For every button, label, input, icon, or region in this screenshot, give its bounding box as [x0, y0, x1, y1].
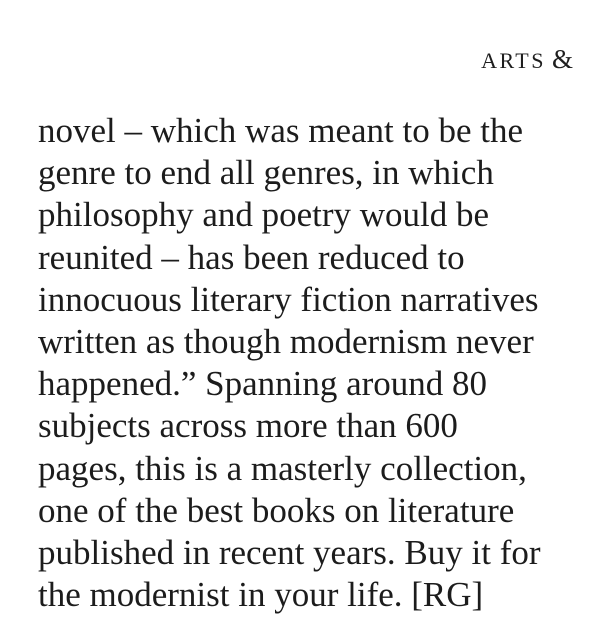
article-line: genre to end all genres, in which — [38, 153, 494, 193]
article-line: novel – which was meant to be the — [38, 111, 524, 150]
article-line: one of the best books on literature — [38, 490, 515, 530]
article-body — [38, 110, 583, 616]
article-line: happened.” Spanning around 80 — [38, 364, 488, 404]
article-line: the modernist in your life. [RG] — [38, 575, 484, 615]
section-label: ARTS — [481, 48, 546, 73]
article-line: subjects across more than 600 — [38, 406, 458, 446]
article-line: pages, this is a masterly collection, — [38, 448, 527, 488]
article-line: innocuous literary fiction narratives — [38, 279, 539, 319]
article-line: philosophy and poetry would be — [38, 195, 490, 235]
article-line: reunited – has been reduced to — [38, 237, 465, 277]
article-line: written as though modernism never — [38, 322, 534, 362]
article-line: published in recent years. Buy it for — [38, 533, 541, 573]
section-header — [481, 44, 573, 75]
section-ampersand: & — [551, 44, 573, 74]
